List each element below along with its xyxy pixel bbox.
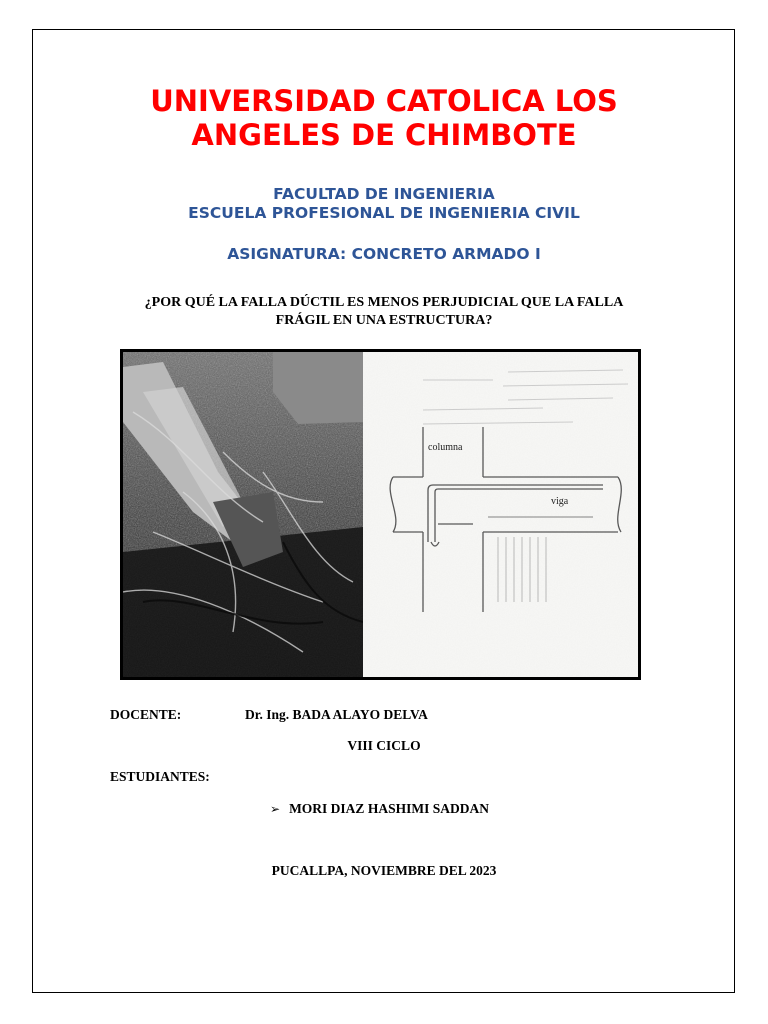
failure-comparison-image bbox=[123, 352, 638, 677]
beam-label: viga bbox=[551, 496, 569, 507]
essay-question bbox=[0, 294, 768, 330]
school-heading: ESCUELA PROFESIONAL DE INGENIERIA CIVIL bbox=[188, 204, 580, 222]
cycle: VIII CICLO bbox=[347, 738, 421, 753]
course-heading: ASIGNATURA: CONCRETO ARMADO I bbox=[227, 245, 541, 263]
university-title bbox=[0, 84, 768, 152]
students-label: ESTUDIANTES: bbox=[110, 769, 210, 784]
essay-question-line1: ¿POR QUÉ LA FALLA DÚCTIL ES MENOS PERJUDICIAL QUE LA FALLA bbox=[144, 295, 624, 310]
university-title-line2: ANGELES DE CHIMBOTE bbox=[191, 118, 577, 152]
place-date: PUCALLPA, NOVIEMBRE DEL 2023 bbox=[271, 863, 497, 878]
brittle-failure-photo bbox=[123, 352, 363, 677]
essay-question-line2: FRÁGIL EN UNA ESTRUCTURA? bbox=[275, 313, 493, 328]
student-list-item bbox=[270, 800, 489, 818]
university-title-line1: UNIVERSIDAD CATOLICA LOS bbox=[150, 84, 618, 118]
student-name: MORI DIAZ HASHIMI SADDAN bbox=[289, 801, 489, 816]
ductile-detail-sketch bbox=[363, 352, 638, 677]
faculty-heading: FACULTAD DE INGENIERIA bbox=[273, 185, 495, 203]
teacher-name: Dr. Ing. BADA ALAYO DELVA bbox=[245, 707, 428, 722]
column-label: columna bbox=[428, 442, 463, 453]
teacher-label: DOCENTE: bbox=[110, 707, 182, 722]
arrow-bullet-icon: ➢ bbox=[270, 802, 281, 816]
cover-figure bbox=[120, 349, 641, 680]
